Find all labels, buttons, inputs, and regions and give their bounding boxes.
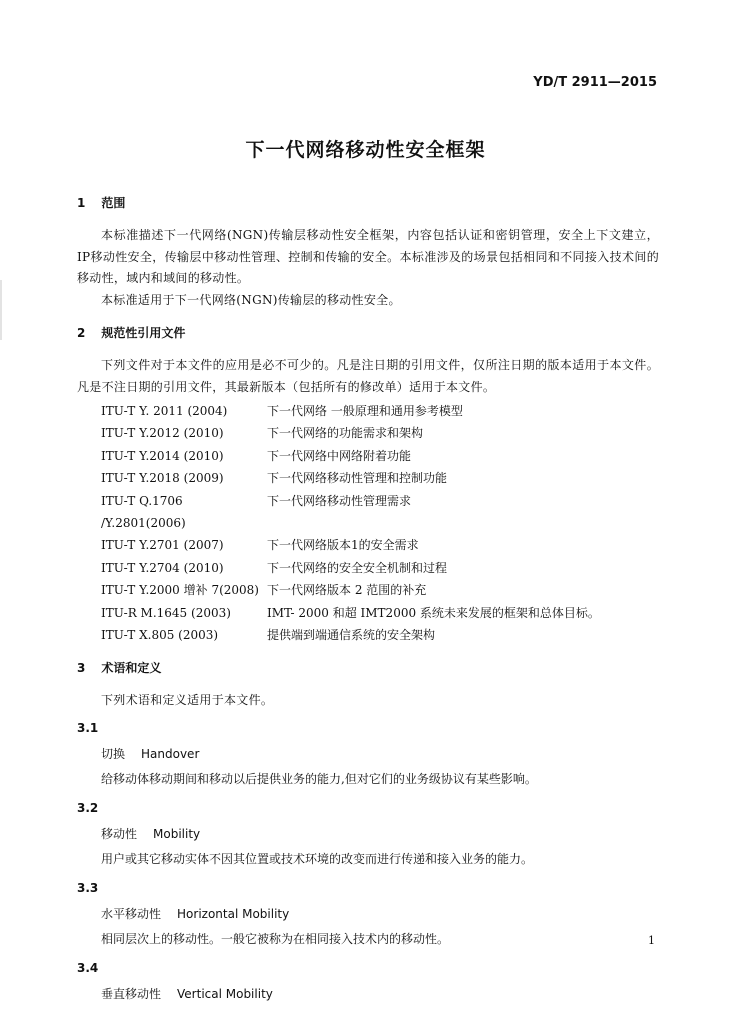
term-zh: 水平移动性 xyxy=(101,906,162,921)
scope-applicability: 本标准适用于下一代网络(NGN)传输层的移动性安全。 xyxy=(101,292,401,307)
reference-item xyxy=(101,557,659,579)
section-number: 1 xyxy=(77,196,86,210)
reference-item xyxy=(101,602,659,624)
reference-item xyxy=(101,624,659,646)
term-heading xyxy=(101,984,659,1004)
reference-name: 下一代网络的功能需求和架构 xyxy=(267,426,424,441)
term-number: 3.2 xyxy=(77,800,99,815)
reference-code: ITU-T Y. 2011 (2004) xyxy=(101,404,228,418)
reference-code: ITU-T X.805 (2003) xyxy=(101,628,219,643)
term-heading xyxy=(101,904,659,924)
term-definition: 用户或其它移动实体不因其位置或技术环境的改变而进行传递和接入业务的能力。 xyxy=(101,851,534,866)
term-number: 3.4 xyxy=(77,960,99,975)
reference-name: 下一代网络的安全安全机制和过程 xyxy=(267,560,448,575)
terms-intro: 下列术语和定义适用于本文件。 xyxy=(101,693,274,708)
reference-name: 下一代网络移动性管理和控制功能 xyxy=(267,471,448,486)
reference-code: ITU-T Y.2012 (2010) xyxy=(101,426,224,441)
reference-name: 提供端到端通信系统的安全架构 xyxy=(267,628,436,643)
reference-item xyxy=(101,579,659,601)
scan-artifact xyxy=(0,280,2,340)
reference-item xyxy=(101,534,659,556)
page-number: 1 xyxy=(648,934,655,947)
section-number: 3 xyxy=(77,661,86,676)
reference-item xyxy=(101,422,659,444)
reference-code: ITU-T Y.2704 (2010) xyxy=(101,560,224,575)
reference-code: ITU-R M.1645 (2003) xyxy=(101,605,231,620)
section-3-heading xyxy=(77,658,659,678)
term-en: Handover xyxy=(141,746,200,761)
term-zh: 切换 xyxy=(101,746,126,761)
standard-code: YD/T 2911—2015 xyxy=(533,75,657,90)
section-title: 范围 xyxy=(101,196,126,210)
term-definition: 给移动体移动期间和移动以后提供业务的能力,但对它们的业务级协议有某些影响。 xyxy=(101,771,537,786)
references-intro: 下列文件对于本文件的应用是必不可少的。凡是注日期的引用文件，仅所注日期的版本适用于本文件。凡是不注日期的引用文件，其最新版本（包括所有的修改单）适用于本文件。 xyxy=(77,358,659,394)
reference-list xyxy=(101,400,659,646)
section-2-heading xyxy=(77,323,659,343)
reference-code: ITU-T Y.2018 (2009) xyxy=(101,471,224,486)
term-zh: 移动性 xyxy=(101,826,138,841)
reference-name: 下一代网络版本 2 范围的补充 xyxy=(267,583,427,598)
reference-name: IMT- 2000 和超 IMT2000 系统未来发展的框架和总体目标。 xyxy=(267,605,600,620)
section-1-heading xyxy=(77,193,659,213)
term-number: 3.3 xyxy=(77,880,99,895)
reference-name: 下一代网络移动性管理需求 xyxy=(267,493,412,508)
reference-item xyxy=(101,490,659,535)
section-title: 规范性引用文件 xyxy=(101,326,186,340)
reference-item xyxy=(101,467,659,489)
reference-code: ITU-T Q.1706 /Y.2801(2006) xyxy=(101,493,186,531)
reference-item xyxy=(101,400,659,422)
term-en: Mobility xyxy=(153,826,201,841)
term-number: 3.1 xyxy=(77,720,99,735)
term-heading xyxy=(101,824,659,844)
reference-code: ITU-T Y.2014 (2010) xyxy=(101,448,224,463)
term-en: Vertical Mobility xyxy=(177,986,273,1001)
reference-code: ITU-T Y.2701 (2007) xyxy=(101,538,224,553)
section-title: 术语和定义 xyxy=(101,661,162,676)
reference-name: 下一代网络版本1的安全需求 xyxy=(267,538,419,553)
term-zh: 垂直移动性 xyxy=(101,986,162,1001)
term-definition: 相同层次上的移动性。一般它被称为在相同接入技术内的移动性。 xyxy=(101,931,450,946)
document-title: 下一代网络移动性安全框架 xyxy=(245,139,486,161)
document-body xyxy=(77,193,659,1004)
scope-paragraph: 本标准描述下一代网络(NGN)传输层移动性安全框架，内容包括认证和密钥管理，安全上下文建立，IP移动性安全，传输层中移动性管理、控制和传输的安全。本标准涉及的场景包括相同和不同接入技术间的移动性，域内和域间的移动性。 xyxy=(77,228,659,285)
term-heading xyxy=(101,744,659,764)
reference-name: 下一代网络 一般原理和通用参考模型 xyxy=(267,404,463,418)
reference-code: ITU-T Y.2000 增补 7(2008) xyxy=(101,583,259,598)
reference-name: 下一代网络中网络附着功能 xyxy=(267,448,412,463)
reference-item xyxy=(101,445,659,467)
section-number: 2 xyxy=(77,326,86,340)
term-en: Horizontal Mobility xyxy=(177,906,290,921)
